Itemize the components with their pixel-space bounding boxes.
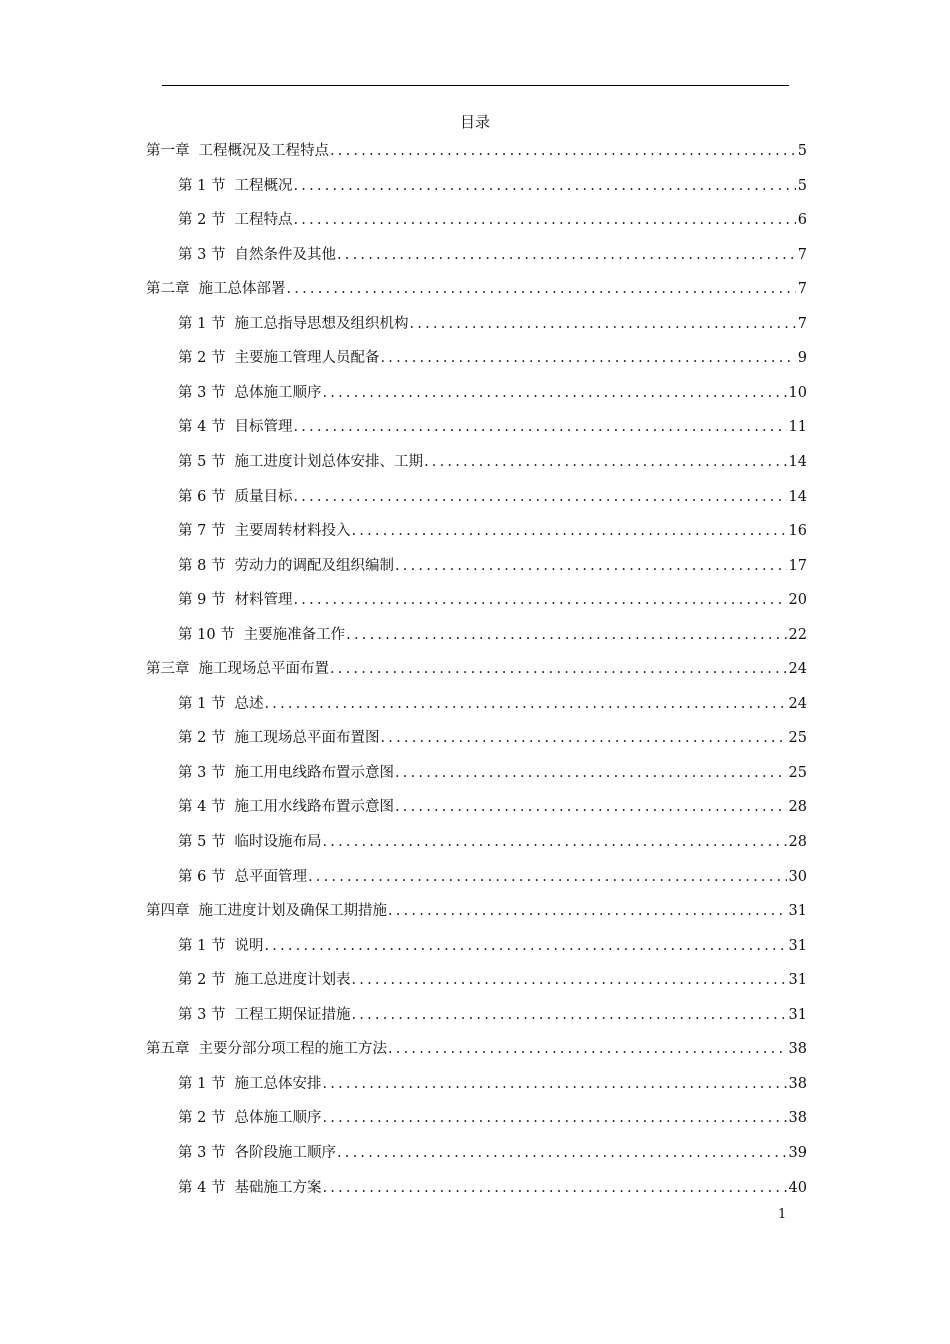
toc-section-entry[interactable] bbox=[178, 1174, 807, 1198]
toc-section-entry[interactable] bbox=[178, 863, 807, 887]
toc-entry-number: 第 2 节 bbox=[178, 212, 226, 229]
toc-entry-number: 第 1 节 bbox=[178, 1075, 226, 1092]
toc-chapter-entry[interactable] bbox=[146, 655, 807, 679]
toc-entry-number: 第三章 bbox=[146, 661, 190, 678]
toc-chapter-entry[interactable] bbox=[146, 1035, 807, 1059]
toc-entry-page: 24 bbox=[788, 661, 807, 678]
toc-section-entry[interactable] bbox=[178, 966, 807, 990]
dot-leader bbox=[329, 659, 787, 679]
toc-entry-title: 施工用电线路布置示意图 bbox=[234, 764, 394, 781]
toc-entry-number: 第一章 bbox=[146, 143, 190, 159]
toc-chapter-entry[interactable] bbox=[146, 275, 807, 299]
toc-entry-page: 30 bbox=[788, 868, 807, 885]
toc-entry-title: 施工总体部署 bbox=[198, 281, 286, 298]
toc-entry-page: 38 bbox=[788, 1075, 807, 1092]
toc-section-entry[interactable] bbox=[178, 724, 807, 748]
dot-leader bbox=[394, 556, 787, 576]
toc-entry-title: 施工进度计划总体安排、工期 bbox=[234, 453, 423, 470]
dot-leader bbox=[350, 970, 786, 990]
dot-leader bbox=[336, 1143, 787, 1163]
toc-section-entry[interactable] bbox=[178, 344, 807, 368]
toc-entry-title: 工程工期保证措施 bbox=[234, 1006, 351, 1023]
toc-entry-page: 28 bbox=[788, 799, 807, 816]
dot-leader bbox=[350, 1005, 786, 1025]
toc-entry-number: 第 2 节 bbox=[178, 1110, 226, 1127]
toc-section-entry[interactable] bbox=[178, 517, 807, 541]
dot-leader bbox=[321, 1178, 786, 1198]
toc-entry-title: 总平面管理 bbox=[234, 868, 307, 885]
dot-leader bbox=[394, 797, 787, 817]
toc-entry-number: 第 4 节 bbox=[178, 799, 226, 816]
dot-leader bbox=[345, 625, 786, 645]
toc-entry-number: 第 5 节 bbox=[178, 453, 226, 470]
toc-entry-number: 第四章 bbox=[146, 903, 190, 920]
toc-entry-page: 31 bbox=[788, 937, 807, 954]
toc-entry-number: 第 8 节 bbox=[178, 557, 226, 574]
dot-leader bbox=[387, 1039, 787, 1059]
toc-entry-number: 第 4 节 bbox=[178, 419, 226, 436]
toc-entry-title: 施工总进度计划表 bbox=[234, 972, 351, 989]
toc-entry-title: 施工进度计划及确保工期措施 bbox=[198, 903, 387, 920]
toc-section-entry[interactable] bbox=[178, 793, 807, 817]
toc-entry-number: 第 3 节 bbox=[178, 1006, 226, 1023]
toc-entry-number: 第二章 bbox=[146, 281, 190, 298]
toc-entry-page: 14 bbox=[788, 453, 807, 470]
toc-entry-page: 22 bbox=[788, 626, 807, 643]
toc-section-entry[interactable] bbox=[178, 241, 807, 265]
toc-chapter-entry[interactable] bbox=[146, 897, 807, 921]
toc-entry-page: 11 bbox=[788, 419, 807, 436]
dot-leader bbox=[350, 521, 786, 541]
toc-section-entry[interactable] bbox=[178, 1001, 807, 1025]
toc-entry-number: 第 1 节 bbox=[178, 315, 226, 332]
dot-leader bbox=[321, 832, 786, 852]
toc-entry-page: 9 bbox=[797, 350, 807, 367]
toc-entry-title: 主要周转材料投入 bbox=[234, 523, 351, 540]
toc-entry-title: 劳动力的调配及组织编制 bbox=[234, 557, 394, 574]
toc-entry-page: 7 bbox=[797, 281, 807, 298]
toc-section-entry[interactable] bbox=[178, 206, 807, 230]
dot-leader bbox=[286, 279, 796, 299]
toc-entry-page: 25 bbox=[788, 730, 807, 747]
toc-entry-page: 6 bbox=[797, 212, 807, 229]
toc-entry-number: 第 2 节 bbox=[178, 730, 226, 747]
toc-entry-number: 第五章 bbox=[146, 1041, 190, 1058]
toc-entry-number: 第 2 节 bbox=[178, 972, 226, 989]
toc-section-entry[interactable] bbox=[178, 828, 807, 852]
toc-entry-title: 工程特点 bbox=[234, 212, 293, 229]
dot-leader bbox=[263, 936, 786, 956]
toc-section-entry[interactable] bbox=[178, 172, 807, 196]
dot-leader bbox=[336, 245, 796, 265]
toc-section-entry[interactable] bbox=[178, 448, 807, 472]
dot-leader bbox=[321, 383, 786, 403]
toc-entry-number: 第 3 节 bbox=[178, 764, 226, 781]
toc-entry-title: 目标管理 bbox=[234, 419, 293, 436]
toc-entry-page: 31 bbox=[788, 903, 807, 920]
toc-entry-number: 第 3 节 bbox=[178, 384, 226, 401]
dot-leader bbox=[292, 590, 786, 610]
toc-chapter-entry[interactable] bbox=[146, 137, 807, 161]
toc-title: 目录 bbox=[459, 113, 490, 131]
toc-section-entry[interactable] bbox=[178, 1070, 807, 1094]
dot-leader bbox=[263, 694, 786, 714]
toc-entry-title: 施工现场总平面布置图 bbox=[234, 730, 380, 747]
dot-leader bbox=[292, 176, 795, 196]
dot-leader bbox=[379, 348, 795, 368]
toc-entry-title: 基础施工方案 bbox=[234, 1179, 322, 1196]
toc-entry-title: 施工总体安排 bbox=[234, 1075, 322, 1092]
toc-entry-page: 5 bbox=[797, 177, 807, 194]
toc-entry-page: 28 bbox=[788, 834, 807, 850]
toc-section-entry[interactable] bbox=[178, 310, 807, 334]
toc-entry-title: 材料管理 bbox=[234, 592, 293, 609]
toc-entry-title: 工程概况 bbox=[234, 177, 293, 194]
toc-section-entry[interactable] bbox=[178, 552, 807, 576]
toc-entry-title: 自然条件及其他 bbox=[234, 246, 336, 263]
toc-entry-title: 主要施准备工作 bbox=[243, 626, 346, 643]
dot-leader bbox=[292, 210, 795, 230]
toc-section-entry[interactable] bbox=[178, 413, 807, 437]
toc-entry-page: 7 bbox=[797, 315, 807, 332]
toc-entry-page: 10 bbox=[788, 384, 807, 401]
toc-section-entry[interactable] bbox=[178, 1139, 807, 1163]
toc-entry-page: 5 bbox=[797, 143, 807, 159]
toc-section-entry[interactable] bbox=[178, 932, 807, 956]
toc-entry-number: 第 1 节 bbox=[178, 695, 226, 712]
toc-entry-title: 主要施工管理人员配备 bbox=[234, 350, 380, 367]
toc-entry-number: 第 1 节 bbox=[178, 177, 226, 194]
toc-entry-title: 各阶段施工顺序 bbox=[234, 1144, 336, 1161]
toc-entry-page: 25 bbox=[788, 764, 807, 781]
toc-entry-page: 16 bbox=[788, 523, 807, 540]
header-rule bbox=[162, 85, 789, 86]
dot-leader bbox=[292, 417, 786, 437]
toc-section-entry[interactable] bbox=[178, 586, 807, 610]
dot-leader bbox=[423, 452, 787, 472]
toc-entry-page: 7 bbox=[797, 246, 807, 263]
dot-leader bbox=[408, 314, 795, 334]
toc-entry-title: 说明 bbox=[234, 937, 264, 954]
toc-entry-number: 第 5 节 bbox=[178, 834, 226, 850]
toc-entry-page: 17 bbox=[788, 557, 807, 574]
toc-section-entry[interactable] bbox=[178, 690, 807, 714]
toc-entry-page: 40 bbox=[788, 1179, 807, 1196]
dot-leader bbox=[379, 728, 786, 748]
toc-entry-page: 31 bbox=[788, 1006, 807, 1023]
toc-entry-page: 38 bbox=[788, 1041, 807, 1058]
toc-entry-page: 31 bbox=[788, 972, 807, 989]
toc-entry-title: 主要分部分项工程的施工方法 bbox=[198, 1041, 387, 1058]
toc-entry-page: 38 bbox=[788, 1110, 807, 1127]
dot-leader bbox=[387, 901, 787, 921]
toc-entry-title: 总体施工顺序 bbox=[234, 384, 322, 401]
toc-entry-number: 第 1 节 bbox=[178, 937, 226, 954]
toc-entry-number: 第 2 节 bbox=[178, 350, 226, 367]
toc-entry-page: 24 bbox=[788, 695, 807, 712]
toc-section-entry[interactable] bbox=[178, 379, 807, 403]
toc-entry-page: 39 bbox=[788, 1144, 807, 1161]
toc-entry-page: 20 bbox=[788, 592, 807, 609]
toc-entry-number: 第 7 节 bbox=[178, 523, 226, 540]
toc-entry-number: 第 10 节 bbox=[178, 626, 235, 643]
toc-entry-number: 第 6 节 bbox=[178, 868, 226, 885]
toc-section-entry[interactable] bbox=[178, 483, 807, 507]
toc-section-entry[interactable] bbox=[178, 759, 807, 783]
toc-entry-title: 工程概况及工程特点 bbox=[198, 143, 329, 159]
toc-entry-title: 临时设施布局 bbox=[234, 834, 322, 850]
toc-entry-title: 施工现场总平面布置 bbox=[198, 661, 329, 678]
dot-leader bbox=[307, 867, 787, 887]
dot-leader bbox=[329, 141, 796, 161]
dot-leader bbox=[394, 763, 787, 783]
dot-leader bbox=[321, 1108, 786, 1128]
toc-entry-number: 第 6 节 bbox=[178, 488, 226, 505]
toc-entry-title: 施工用水线路布置示意图 bbox=[234, 799, 394, 816]
toc-entry-title: 总体施工顺序 bbox=[234, 1110, 322, 1127]
toc-section-entry[interactable] bbox=[178, 1104, 807, 1128]
toc-entry-number: 第 9 节 bbox=[178, 592, 226, 609]
dot-leader bbox=[292, 487, 786, 507]
toc-entry-title: 总述 bbox=[234, 695, 264, 712]
dot-leader bbox=[321, 1074, 786, 1094]
toc-entry-title: 质量目标 bbox=[234, 488, 293, 505]
toc-entry-number: 第 3 节 bbox=[178, 246, 226, 263]
toc-entry-title: 施工总指导思想及组织机构 bbox=[234, 315, 409, 332]
toc-entry-number: 第 3 节 bbox=[178, 1144, 226, 1161]
toc-entry-page: 14 bbox=[788, 488, 807, 505]
toc-section-entry[interactable] bbox=[178, 621, 807, 645]
page-number: 1 bbox=[778, 1207, 787, 1222]
toc-entry-number: 第 4 节 bbox=[178, 1179, 226, 1196]
